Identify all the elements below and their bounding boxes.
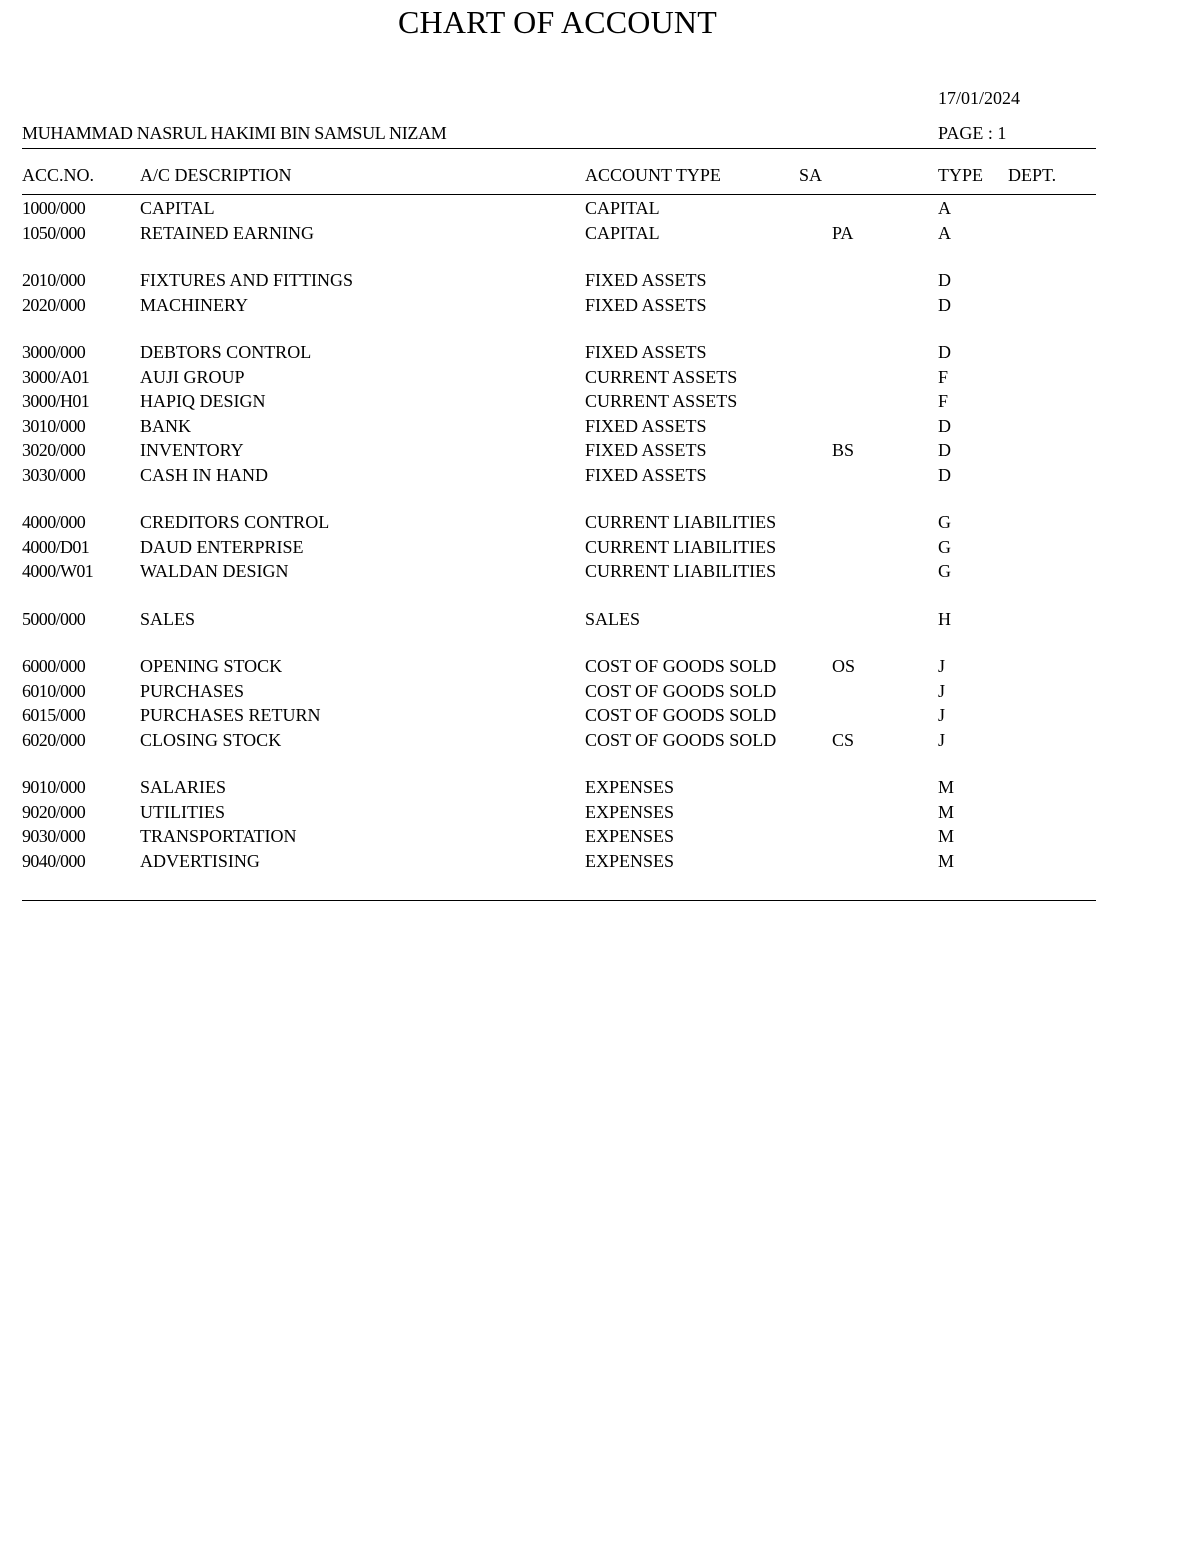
account-type: EXPENSES [585,850,675,871]
account-row [0,536,1200,560]
account-description: DEBTORS CONTROL [140,342,312,362]
account-row [0,269,1200,293]
account-row [0,680,1200,704]
account-description: RETAINED EARNING [140,222,315,243]
account-type-code: G [938,536,951,557]
account-description: SALARIES [140,777,227,797]
account-type-code: D [938,294,951,315]
account-type: COST OF GOODS SOLD [585,656,777,676]
account-type: CURRENT ASSETS [585,391,738,411]
account-number: 4000/W01 [22,561,94,581]
account-row [0,825,1200,849]
account-type: EXPENSES [585,801,675,822]
account-row [0,366,1200,390]
account-description: BANK [140,415,192,436]
account-type-code: J [938,680,946,701]
account-description: TRANSPORTATION [140,826,297,846]
account-number: 6000/000 [22,656,86,676]
account-type: FIXED ASSETS [585,270,707,290]
account-number: 4000/000 [22,512,86,532]
account-sa: BS [832,440,855,460]
account-number: 1050/000 [22,222,86,243]
account-number: 6015/000 [22,705,86,725]
account-row [0,850,1200,874]
account-description: PURCHASES RETURN [140,705,321,725]
header-top-rule [22,148,1096,149]
account-description: CAPITAL [140,198,215,218]
account-type-code: H [938,608,951,629]
account-type: COST OF GOODS SOLD [585,705,777,725]
account-type: FIXED ASSETS [585,294,707,315]
account-number: 3010/000 [22,415,86,436]
report-title: CHART OF ACCOUNT [398,4,717,40]
account-number: 3020/000 [22,440,86,460]
column-header-sa: SA [799,165,823,185]
account-row [0,729,1200,753]
account-type-code: J [938,656,946,676]
account-description: OPENING STOCK [140,656,283,676]
account-type-code: A [938,222,951,243]
account-type: FIXED ASSETS [585,440,707,460]
account-type-code: F [938,366,949,387]
account-type: FIXED ASSETS [585,464,707,485]
column-header-dept: DEPT. [1008,165,1057,185]
account-number: 2010/000 [22,270,86,290]
account-number: 2020/000 [22,294,86,315]
account-number: 6010/000 [22,680,86,701]
account-description: CREDITORS CONTROL [140,512,330,532]
account-description: INVENTORY [140,440,244,460]
account-row [0,655,1200,679]
column-header-acc-no: ACC.NO. [22,165,95,185]
account-row [0,415,1200,439]
account-description: UTILITIES [140,801,225,822]
account-type-code: M [938,850,955,871]
account-type: COST OF GOODS SOLD [585,680,777,701]
account-type: FIXED ASSETS [585,342,707,362]
column-header-description: A/C DESCRIPTION [140,165,292,185]
account-type: COST OF GOODS SOLD [585,729,777,750]
account-type-code: D [938,270,951,290]
account-number: 6020/000 [22,729,86,750]
account-row [0,608,1200,632]
account-sa: CS [832,729,855,750]
account-type: EXPENSES [585,777,675,797]
account-row [0,197,1200,221]
account-type-code: A [938,198,951,218]
account-number: 9040/000 [22,850,86,871]
company-name: MUHAMMAD NASRUL HAKIMI BIN SAMSUL NIZAM [22,123,447,143]
account-description: WALDAN DESIGN [140,561,289,581]
account-description: DAUD ENTERPRISE [140,536,304,557]
account-description: CLOSING STOCK [140,729,282,750]
account-number: 1000/000 [22,198,86,218]
account-number: 3000/H01 [22,391,90,411]
account-number: 9030/000 [22,826,86,846]
account-type: CAPITAL [585,198,660,218]
account-type-code: M [938,801,955,822]
account-number: 3000/A01 [22,366,90,387]
account-type: EXPENSES [585,826,675,846]
account-description: MACHINERY [140,294,249,315]
account-row [0,776,1200,800]
account-type: CAPITAL [585,222,660,243]
account-number: 3030/000 [22,464,86,485]
account-row [0,222,1200,246]
account-description: PURCHASES [140,680,245,701]
account-type: SALES [585,608,641,629]
account-type-code: D [938,342,951,362]
account-type-code: D [938,415,951,436]
account-row [0,704,1200,728]
account-type-code: J [938,705,946,725]
account-number: 5000/000 [22,608,86,629]
account-type: CURRENT LIABILITIES [585,561,777,581]
account-description: FIXTURES AND FITTINGS [140,270,354,290]
account-type-code: F [938,391,949,411]
account-number: 4000/D01 [22,536,90,557]
account-type: CURRENT LIABILITIES [585,512,777,532]
account-type: FIXED ASSETS [585,415,707,436]
account-type-code: M [938,777,955,797]
account-row [0,439,1200,463]
account-row [0,390,1200,414]
report-date: 17/01/2024 [938,88,1021,108]
account-type-code: G [938,561,951,581]
account-type-code: D [938,464,951,485]
account-type-code: J [938,729,946,750]
account-row [0,801,1200,825]
account-description: SALES [140,608,196,629]
account-row [0,511,1200,535]
account-type: CURRENT ASSETS [585,366,738,387]
account-description: CASH IN HAND [140,464,269,485]
column-header-account-type: ACCOUNT TYPE [585,165,721,185]
column-header-type: TYPE [938,165,983,185]
account-number: 9010/000 [22,777,86,797]
account-description: HAPIQ DESIGN [140,391,266,411]
account-sa: PA [832,222,854,243]
account-description: ADVERTISING [140,850,260,871]
account-sa: OS [832,656,856,676]
account-number: 9020/000 [22,801,86,822]
account-type-code: M [938,826,955,846]
header-bottom-rule [22,194,1096,195]
account-row [0,560,1200,584]
account-number: 3000/000 [22,342,86,362]
account-row [0,294,1200,318]
footer-rule [22,900,1096,901]
account-row [0,341,1200,365]
page-number: PAGE : 1 [938,123,1007,143]
account-description: AUJI GROUP [140,366,245,387]
account-row [0,464,1200,488]
account-type-code: G [938,512,951,532]
account-type-code: D [938,440,951,460]
account-type: CURRENT LIABILITIES [585,536,777,557]
